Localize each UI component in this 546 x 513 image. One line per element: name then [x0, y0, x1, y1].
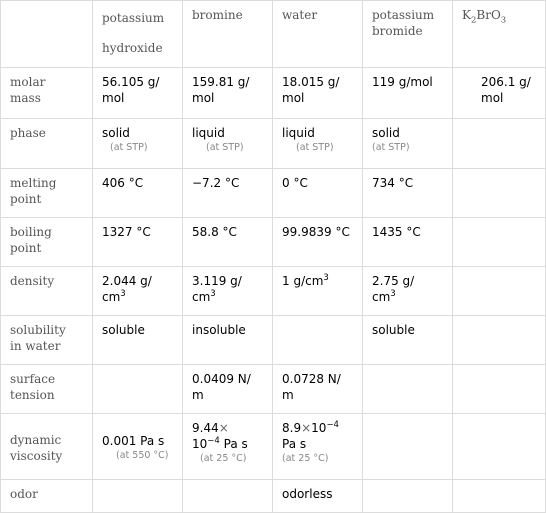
value-unit: Pa s: [282, 437, 307, 451]
row-odor: [1, 480, 546, 513]
row-dynamic-viscosity: [1, 414, 546, 480]
cell: [453, 365, 546, 414]
value: 3.119 g/: [192, 274, 242, 288]
unit-exponent: 3: [120, 289, 126, 299]
cell: [183, 316, 273, 365]
cell: [363, 119, 453, 169]
cell: [93, 267, 183, 316]
column-header-potassium-hydroxide: [93, 1, 183, 68]
value: 2.044 g/: [102, 274, 152, 288]
row-label-line: phase: [10, 126, 46, 140]
value: −7.2 °C: [192, 176, 240, 190]
column-header-line: hydroxide: [102, 41, 163, 55]
value-unit: cm: [192, 290, 211, 304]
cell: [273, 119, 363, 169]
formula-part: BrO: [476, 8, 501, 22]
row-label-line: mass: [10, 91, 41, 105]
value-unit: m: [192, 388, 204, 402]
cell: [363, 480, 453, 513]
unit-exponent: 3: [210, 289, 216, 299]
value: 2.75 g/: [372, 274, 415, 288]
row-label-line: point: [10, 192, 42, 206]
condition-note: (at 25 °C): [200, 453, 247, 464]
cell: [363, 68, 453, 119]
column-header-water: [273, 1, 363, 68]
value: 9.44: [192, 421, 219, 435]
cell: [183, 414, 273, 480]
value: 8.9: [282, 421, 302, 435]
row-label: [1, 218, 93, 267]
value: 1 g/cm: [282, 274, 324, 288]
row-label-line: surface: [10, 372, 56, 386]
value-unit: m: [282, 388, 294, 402]
cell: [183, 218, 273, 267]
condition-note: (at STP): [110, 142, 148, 153]
cell: [273, 218, 363, 267]
value: 206.1 g/: [481, 75, 531, 89]
value: insoluble: [192, 323, 246, 337]
row-solubility: [1, 316, 546, 365]
cell: [183, 68, 273, 119]
cell: [183, 119, 273, 169]
row-label-line: viscosity: [10, 448, 63, 463]
cell: [273, 365, 363, 414]
cell: [453, 316, 546, 365]
value-exponent: −4: [326, 420, 339, 430]
cell: [273, 316, 363, 365]
unit-exponent: 3: [323, 273, 329, 283]
value: solid: [102, 126, 130, 140]
row-label: [1, 414, 93, 480]
cell: [183, 365, 273, 414]
row-label-line: point: [10, 241, 42, 255]
row-label: [1, 365, 93, 414]
row-label-line: odor: [10, 487, 38, 501]
value: liquid: [192, 126, 225, 140]
cell: [363, 316, 453, 365]
row-label: [1, 119, 93, 169]
value: 99.9839 °C: [282, 225, 350, 239]
value: 1435 °C: [372, 225, 421, 239]
condition-note: (at 25 °C): [282, 453, 329, 464]
cell: [453, 68, 546, 119]
row-label: [1, 68, 93, 119]
row-label-line: melting: [10, 176, 57, 190]
value: 56.105 g/: [102, 75, 160, 89]
cell: [183, 480, 273, 513]
cell: [183, 169, 273, 218]
value: liquid: [282, 126, 315, 140]
cell: [273, 169, 363, 218]
formula-subscript: 2: [470, 15, 477, 26]
cell: [93, 365, 183, 414]
value: solid: [372, 126, 400, 140]
value: 159.81 g/: [192, 75, 250, 89]
row-label: [1, 267, 93, 316]
cell: [363, 365, 453, 414]
cell: [93, 119, 183, 169]
row-label: [1, 169, 93, 218]
value: odorless: [282, 487, 333, 501]
condition-note: (at 550 °C): [116, 450, 169, 461]
row-label-line: molar: [10, 75, 46, 89]
row-label-line: tension: [10, 388, 55, 402]
cell: [93, 414, 183, 480]
row-label-line: in water: [10, 339, 61, 353]
value: 58.8 °C: [192, 225, 237, 239]
value-base: 10: [311, 421, 327, 435]
row-surface-tension: [1, 365, 546, 414]
cell: [93, 480, 183, 513]
column-header-bromine: [183, 1, 273, 68]
row-molar-mass: [1, 68, 546, 119]
cell: [363, 218, 453, 267]
value-unit: mol: [192, 91, 215, 105]
column-header-line: potassium: [102, 11, 165, 25]
unit-exponent: 3: [390, 289, 396, 299]
value-unit: cm: [102, 290, 121, 304]
cell: [273, 480, 363, 513]
row-melting-point: [1, 169, 546, 218]
cell: [273, 267, 363, 316]
condition-note: (at STP): [296, 142, 334, 153]
value: 18.015 g/: [282, 75, 340, 89]
cell: [453, 480, 546, 513]
column-header-line: potassium: [372, 8, 435, 22]
row-label-line: dynamic: [10, 432, 62, 447]
value: 119 g/mol: [372, 75, 433, 89]
row-label: [1, 480, 93, 513]
value-unit: cm: [372, 290, 391, 304]
column-header-potassium-bromide: [363, 1, 453, 68]
value-base: 10: [192, 437, 208, 451]
cell: [93, 218, 183, 267]
row-label: [1, 316, 93, 365]
column-header-label: water: [282, 8, 318, 22]
cell: [453, 119, 546, 169]
value-exponent: −4: [207, 436, 220, 446]
cell: [453, 218, 546, 267]
value: soluble: [102, 323, 145, 337]
row-phase: [1, 119, 546, 169]
formula-subscript: 3: [500, 15, 507, 26]
corner-cell: [1, 1, 93, 68]
times-symbol: ×: [301, 421, 312, 435]
cell: [453, 414, 546, 480]
value: 0.0409 N/: [192, 372, 251, 386]
row-label-line: boiling: [10, 225, 52, 239]
condition-note: (at STP): [372, 142, 410, 153]
times-symbol: ×: [218, 421, 229, 435]
row-label-line: density: [10, 274, 55, 288]
cell: [93, 169, 183, 218]
cell: [93, 68, 183, 119]
cell: [183, 267, 273, 316]
value-unit: mol: [282, 91, 305, 105]
cell: [453, 169, 546, 218]
cell: [93, 316, 183, 365]
cell: [363, 169, 453, 218]
column-header-label: bromine: [192, 8, 243, 22]
value: soluble: [372, 323, 415, 337]
column-header-line: bromide: [372, 24, 423, 38]
formula-part: K: [462, 8, 471, 22]
value-unit: mol: [102, 91, 125, 105]
row-density: [1, 267, 546, 316]
row-label-line: solubility: [10, 323, 66, 337]
cell: [453, 267, 546, 316]
row-boiling-point: [1, 218, 546, 267]
value: 406 °C: [102, 176, 144, 190]
value: 734 °C: [372, 176, 414, 190]
value-unit: mol: [481, 91, 504, 105]
header-row: [1, 1, 546, 68]
cell: [273, 68, 363, 119]
condition-note: (at STP): [206, 142, 244, 153]
value: 0 °C: [282, 176, 308, 190]
cell: [273, 414, 363, 480]
value: 0.0728 N/: [282, 372, 341, 386]
value: 0.001 Pa s: [102, 434, 165, 448]
value-unit: Pa s: [223, 437, 248, 451]
cell: [363, 414, 453, 480]
cell: [363, 267, 453, 316]
column-header-potassium-bromate: [453, 1, 546, 68]
value: 1327 °C: [102, 225, 151, 239]
